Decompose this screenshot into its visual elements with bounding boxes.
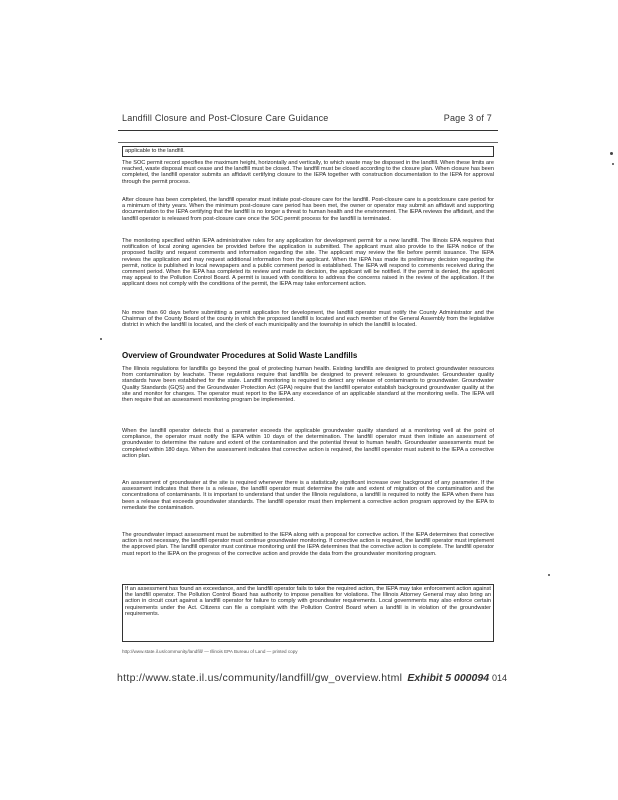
- exhibit-label: Exhibit 5 000094: [407, 672, 490, 684]
- section-paragraph-1: When the landfill operator detects that a parameter exceeds the applicable groundwater quality standard at a monitoring well at the point of compliance, the operator must notify the IEPA within 10 days of the determination. The landfill operator must then initiate an assessment of groundwater to determine the nature and extent of the contamination and the potential threat to human health. Groundwater assessments must be completed within 180 days. When the assessment indicates that corrective action is required, the landfill operator must submit to the IEPA a corrective action plan.: [122, 428, 494, 459]
- header-page-number: Page 3 of 7: [443, 113, 492, 123]
- header-rule-secondary: [118, 142, 498, 143]
- section-paragraph-0: The Illinois regulations for landfills go beyond the goal of protecting human health. Existing landfills are designed to protect groundwater resources from contamination by leachate. These regulations require that landfills be designed to prevent releases to groundwater. Groundwater quality standards have been established for the state. Landfill monitoring is required to detect any release of contaminants to groundwater. Groundwater Quality Standards (GQS) and the Groundwater Protection Act (GPA) require that the landfill operator establish background groundwater quality at the site and monitor for changes. The operator must report to the IEPA any exceedance of an applicable standard at the monitoring wells. The IEPA will then require that an assessment monitoring program be implemented.: [122, 366, 494, 404]
- section-paragraph-2: An assessment of groundwater at the site is required whenever there is a statistically significant increase over background of any parameter. If the assessment indicates that there is a release, the landfill operator must determine the rate and extent of migration of the contamination and the concentrations of contaminants. It is important to understand that under the Illinois regulations, a landfill is required to notify the IEPA when there has been a release that exceeds groundwater standards. The landfill operator must then implement a corrective action program approved by the IEPA to remediate the contamination.: [122, 480, 494, 511]
- paragraph-2: After closure has been completed, the landfill operator must initiate post-closure care for the landfill. Post-closure care is a postclosure care period for a minimum of thirty years. When the minimum post-closure care period has been met, the owner or operator may submit an affidavit and supporting documentation to the IEPA certifying that the landfill is no longer a threat to human health and the environment. The IEPA reviews the affidavit, and the landfill operator is released from post-closure care once the SOC permit process for the landfill is terminated.: [122, 197, 494, 222]
- section-heading: Overview of Groundwater Procedures at Solid Waste Landfills: [122, 351, 358, 360]
- paragraph-1: The SOC permit record specifies the maximum height, horizontally and vertically, to which waste may be disposed in the landfill. When these limits are reached, waste disposal must cease and the landfill must be closed. The landfill must be closed according to the closure plan. When closure has been completed, the landfill operator submits an affidavit certifying closure to the IEPA together with construction documentation to the IEPA for approval through the permit process.: [122, 160, 494, 185]
- footer-url: http://www.state.il.us/community/landfill/gw_overview.html: [117, 672, 403, 684]
- scan-speck: [548, 574, 550, 576]
- exhibit-stamp: [407, 672, 507, 684]
- scan-speck: [100, 338, 102, 340]
- paragraph-4: No more than 60 days before submitting a permit application for development, the landfill operator must notify the County Administrator and the Chairman of the County Board of the county in which the proposed landfill is located and each member of the General Assembly from the legislative district in which the landfill is located, and the clerk of each municipality and the township in which the landfill is located.: [122, 310, 494, 329]
- paragraph-0: applicable to the landfill.: [122, 146, 494, 157]
- scan-speck: [612, 163, 614, 165]
- header-title: Landfill Closure and Post-Closure Care Guidance: [122, 113, 329, 123]
- exhibit-suffix: 014: [491, 673, 507, 683]
- section-paragraph-4: If an assessment has found an exceedance, and the landfill operator fails to take the required action, the IEPA may take enforcement action against the landfill operator. The Pollution Control Board has authority to impose penalties for violations. The Illinois Attorney General may also bring an action in circuit court against a landfill operator for failure to comply with groundwater requirements. Local governments may also enforce certain requirements under the Act. Citizens can file a complaint with the Pollution Control Board when a landfill is in violation of the groundwater requirements.: [122, 584, 494, 642]
- section-paragraph-3: The groundwater impact assessment must be submitted to the IEPA along with a proposal for corrective action. If the IEPA determines that corrective action is not necessary, the landfill operator must continue groundwater monitoring. If corrective action is required, the landfill operator must implement the approved plan. The landfill operator must continue monitoring until the IEPA determines that the corrective action is complete. The landfill operator must report to the IEPA on the progress of the corrective action and provide the data from the groundwater monitoring program.: [122, 532, 494, 557]
- scan-speck: [610, 152, 613, 155]
- paragraph-3: The monitoring specified within IEPA administrative rules for any application for development permit for a new landfill. The Illinois EPA requires that notification of local zoning agencies be provided before the application is submitted. The applicant must also provide to the IEPA notice of the proposed facility and request comments and information regarding the site. The applicant may review the file before permit issuance. The IEPA reviews the application and may request additional information from the applicant. When the IEPA has made its preliminary decision regarding the permit, notice is published in local newspapers and a public comment period is established. The IEPA will respond to comments received during the comment period. When the IEPA has completed its review and made its decision, the applicant will be notified. If the permit is denied, the applicant may appeal to the Pollution Control Board. A permit is issued with conditions to address the concerns raised in the review of the application. If the applicant does not comply with the conditions of the permit, the IEPA may take enforcement action.: [122, 238, 494, 288]
- footer-note: http://www.state.il.us/community/landfill/ — Illinois EPA Bureau of Land — printed copy: [122, 649, 298, 654]
- header-rule: [118, 130, 498, 131]
